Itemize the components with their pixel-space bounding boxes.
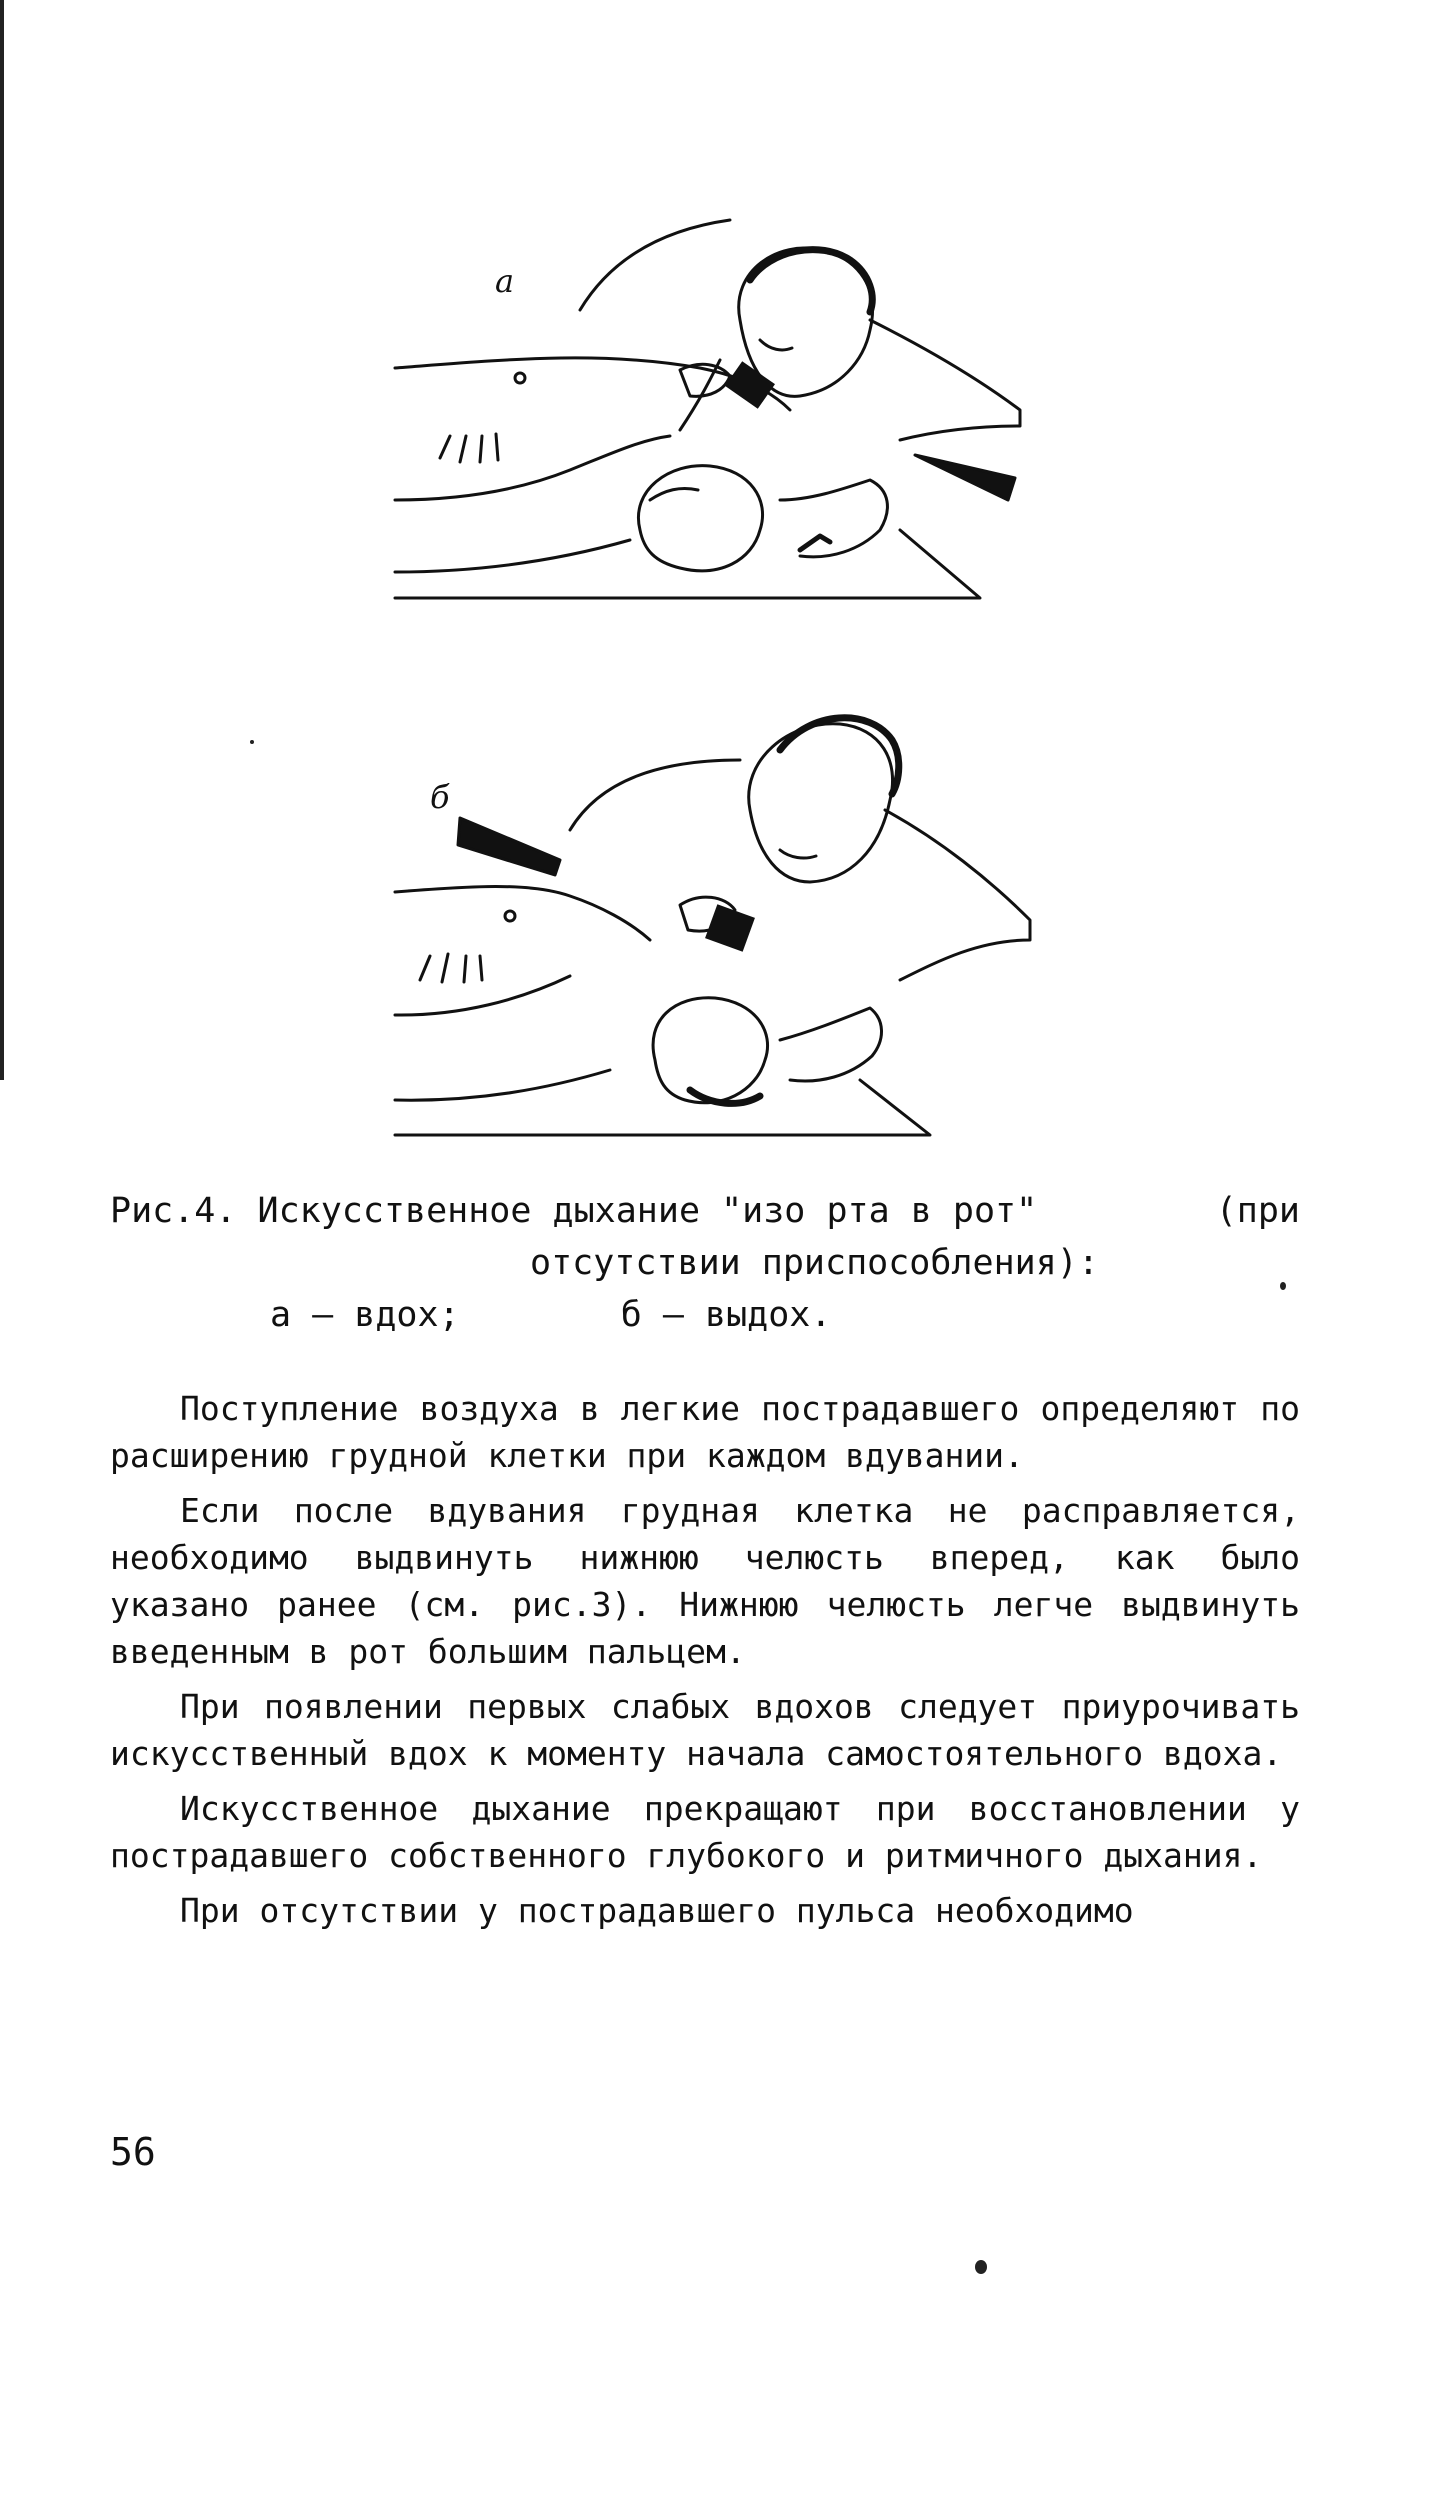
floor-line — [395, 530, 980, 598]
patient-head — [653, 998, 767, 1103]
paragraph: Искусственное дыхание прекращают при восстановлении у пострадавшего собственного глубокого и ритмичного дыхания. — [110, 1789, 1300, 1875]
figure-b-exhalation — [380, 660, 1100, 1140]
patient-arm-outline — [395, 436, 670, 500]
figure-label-b: б — [430, 778, 450, 816]
caption-line-2: отсутствии приспособления): — [530, 1243, 1099, 1283]
caption-item-a: а – вдох; — [270, 1295, 460, 1335]
patient-arm-outline — [395, 976, 570, 1015]
scan-speck — [1280, 1282, 1286, 1290]
body-text — [110, 1385, 1300, 1942]
caption-title: Рис.4. Искусственное дыхание "изо рта в рот" — [110, 1191, 1038, 1231]
caption-line-3 — [110, 1289, 1300, 1341]
rescuer-head — [749, 724, 893, 882]
paragraph: При отсутствии у пострадавшего пульса необходимо — [180, 1891, 1134, 1930]
figure-caption — [110, 1185, 1300, 1341]
figure-a-inhalation — [380, 200, 1100, 620]
patient-chest-outline — [395, 887, 650, 941]
scan-speck — [975, 2260, 987, 2274]
caption-item-b: б – выдох. — [620, 1295, 832, 1335]
paragraph: Если после вдувания грудная клетка не расправляется, необходимо выдвинуть нижнюю челюсть вперед, как было указано ранее (см. рис.3). Нижнюю челюсть легче выдвинуть введенным в рот большим пальцем. — [110, 1491, 1300, 1671]
paragraph: Поступление воздуха в легкие пострадавшего определяют по расширению грудной клетки при каждом вдувании. — [110, 1389, 1300, 1475]
illustration-b — [380, 660, 1100, 1140]
scan-speck — [250, 740, 254, 744]
caption-line-1 — [110, 1185, 1300, 1237]
floor-line — [395, 1080, 930, 1135]
page-edge-shadow — [0, 0, 4, 1080]
paragraph: При появлении первых слабых вдохов следует приурочивать искусственный вдох к моменту начала самостоятельного вдоха. — [110, 1687, 1300, 1773]
caption-paren: (при — [1215, 1191, 1300, 1231]
page-number: 56 — [110, 2130, 156, 2174]
figure-label-a: а — [495, 262, 515, 300]
illustration-a — [380, 200, 1100, 620]
patient-head — [638, 466, 762, 571]
